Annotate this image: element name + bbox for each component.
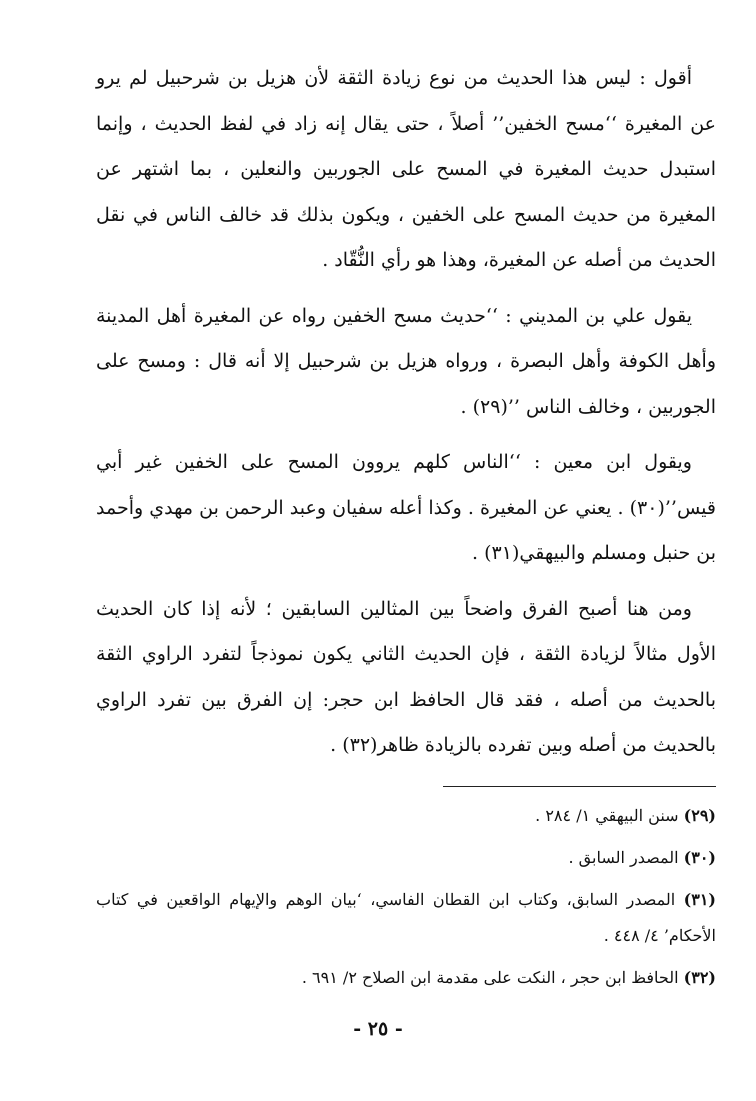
footnote-text: المصدر السابق، وكتاب ابن القطان الفاسي، ‘بيان الوهم والإيهام الواقعين في كتاب الأحكام’ ٤/ ٤٤٨ . xyxy=(96,890,716,945)
footnote-text: الحافظ ابن حجر ، النكت على مقدمة ابن الصلاح ٢/ ٦٩١ . xyxy=(301,968,679,987)
footnote-29 xyxy=(96,798,716,834)
footnote-31 xyxy=(96,882,716,954)
footnote-text: المصدر السابق . xyxy=(568,848,679,867)
footnote-number: (٣٠) xyxy=(683,848,716,867)
footnote-number: (٢٩) xyxy=(683,806,716,825)
paragraph-1: أقول : ليس هذا الحديث من نوع زيادة الثقة لأن هزيل بن شرحبيل لم يرو عن المغيرة ‘‘مسح الخفين’’ أصلاً ، حتى يقال إنه زاد في لفظ الحديث ، وإنما استبدل حديث المغيرة في المسح على الجوربين والنعلين ، بما اشتهر عن المغيرة من حديث المسح على الخفين ، ويكون بذلك قد خالف الناس في نقل الحديث من أصله عن المغيرة، وهذا هو رأي النُّقّاد . xyxy=(96,67,716,271)
paragraph-4: ومن هنا أصبح الفرق واضحاً بين المثالين السابقين ؛ لأنه إذا كان الحديث الأول مثالاً لزيادة الثقة ، فإن الحديث الثاني يكون نموذجاً لتفرد الراوي الثقة بالحديث من أصله ، فقد قال الحافظ ابن حجر: إن الفرق بين تفرد الراوي بالحديث من أصله وبين تفرده بالزيادة ظاهر(٣٢) . xyxy=(96,597,716,756)
footnote-30 xyxy=(96,840,716,876)
footnote-separator xyxy=(443,786,716,787)
paragraph-3: ويقول ابن معين : ‘‘الناس كلهم يروون المسح على الخفين غير أبي قيس’’(٣٠) . يعني عن المغيرة . وكذا أعله سفيان وعبد الرحمن بن مهدي وأحمد بن حنبل ومسلم والبيهقي(٣١) . xyxy=(96,451,716,564)
footnote-number: (٣٢) xyxy=(683,968,716,987)
paragraph-2: يقول علي بن المديني : ‘‘حديث مسح الخفين رواه عن المغيرة أهل المدينة وأهل الكوفة وأهل البصرة ، ورواه هزيل بن شرحبيل إلا أنه قال : ومسح على الجوربين ، وخالف الناس ’’(٢٩) . xyxy=(96,304,716,418)
footnote-text: سنن البيهقي ١/ ٢٨٤ . xyxy=(535,806,679,825)
footnote-number: (٣١) xyxy=(683,890,716,909)
main-text-body xyxy=(96,56,716,779)
footnote-32 xyxy=(96,960,716,996)
page-number: - ٢٥ - xyxy=(353,1018,403,1040)
footnotes-section xyxy=(96,798,716,1002)
